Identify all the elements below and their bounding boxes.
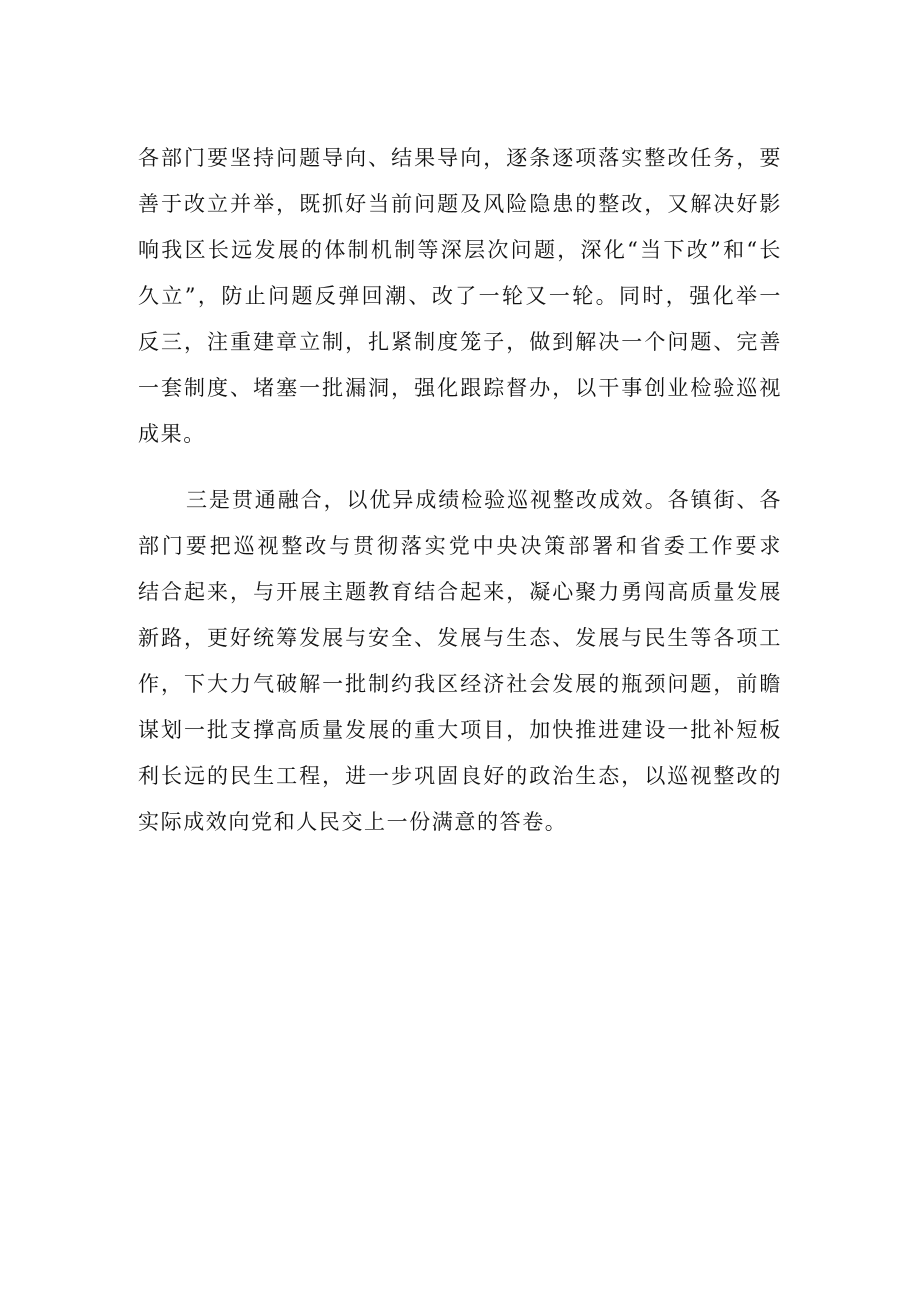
paragraph-line: 三是贯通融合，以优异成绩检验巡视整改成效。各镇街、各 (186, 488, 782, 512)
paragraph-line: 一套制度、堵塞一批漏洞，强化跟踪督办，以干事创业检验巡视 (138, 376, 782, 400)
paragraph-line: 成果。 (138, 422, 206, 446)
paragraph-line: 结合起来，与开展主题教育结合起来，凝心聚力勇闯高质量发展 (138, 580, 782, 604)
paragraph-line: 作，下大力气破解一批制约我区经济社会发展的瓶颈问题，前瞻 (138, 672, 782, 696)
paragraph-line: 部门要把巡视整改与贯彻落实党中央决策部署和省委工作要求 (138, 534, 782, 558)
paragraph-line: 久立”，防止问题反弹回潮、改了一轮又一轮。同时，强化举一 (138, 284, 782, 308)
paragraph-line: 新路，更好统筹发展与安全、发展与生态、发展与民生等各项工 (138, 626, 782, 650)
paragraph-2 (138, 477, 782, 845)
paragraph-line: 实际成效向党和人民交上一份满意的答卷。 (138, 810, 568, 834)
paragraph-line: 利长远的民生工程，进一步巩固良好的政治生态，以巡视整改的 (138, 764, 782, 788)
paragraph-1 (138, 135, 782, 457)
paragraph-line: 善于改立并举，既抓好当前问题及风险隐患的整改，又解决好影 (138, 192, 782, 216)
paragraph-line: 响我区长远发展的体制机制等深层次问题，深化“当下改”和“长 (138, 238, 782, 262)
paragraph-line: 谋划一批支撑高质量发展的重大项目，加快推进建设一批补短板 (138, 718, 782, 742)
paragraph-line: 反三，注重建章立制，扎紧制度笼子，做到解决一个问题、完善 (138, 330, 782, 354)
paragraph-line: 各部门要坚持问题导向、结果导向，逐条逐项落实整改任务，要 (138, 146, 782, 170)
